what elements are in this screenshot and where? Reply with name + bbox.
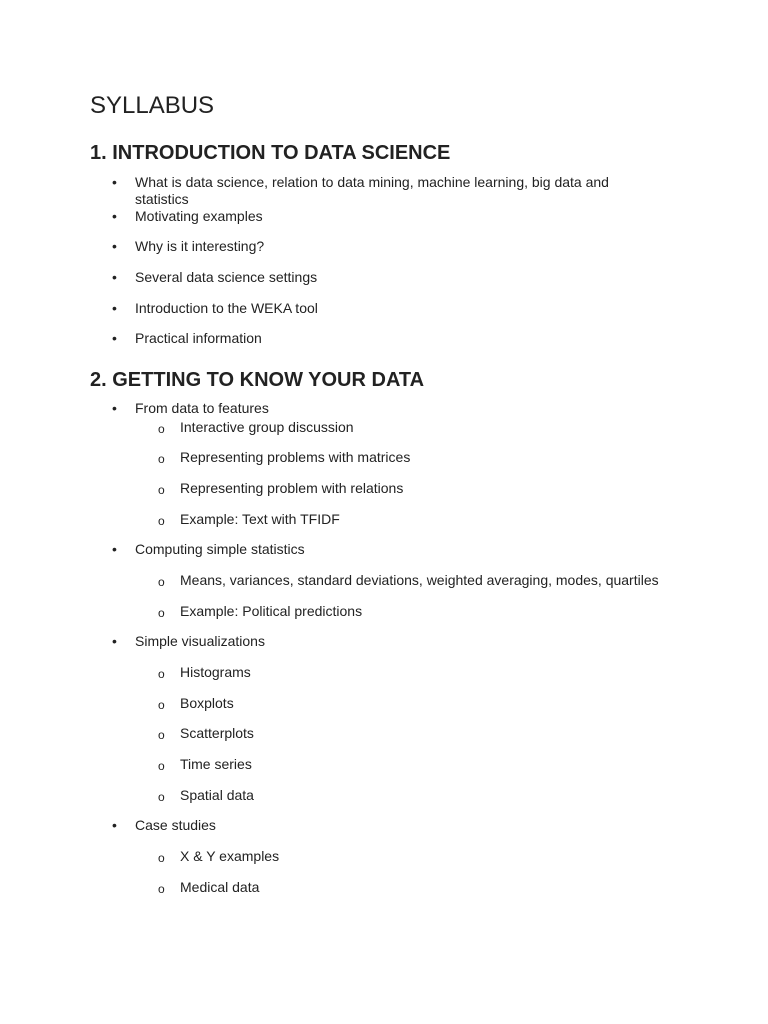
sub-bullet-icon [158, 666, 165, 683]
sub-bullet-icon [158, 574, 165, 591]
sub-list-item: X & Y examples [180, 848, 280, 864]
sub-list-item: Interactive group discussion [180, 419, 354, 435]
list-item: From data to features [135, 400, 269, 416]
sub-bullet-icon [158, 881, 165, 898]
sub-list-item: Scatterplots [180, 725, 254, 741]
list-item: Introduction to the WEKA tool [135, 300, 318, 316]
section-heading: 2. GETTING TO KNOW YOUR DATA [90, 369, 425, 391]
bullet-icon [112, 541, 117, 558]
page-title: SYLLABUS [90, 92, 215, 119]
sub-list-item: Example: Text with TFIDF [180, 511, 340, 527]
bullet-icon [112, 817, 117, 834]
sub-bullet-icon [158, 513, 165, 530]
sub-bullet-icon [158, 758, 165, 775]
sub-bullet-icon [158, 605, 165, 622]
list-item: Practical information [135, 330, 262, 346]
bullet-icon [112, 238, 117, 255]
list-item: Simple visualizations [135, 633, 265, 649]
sub-bullet-icon [158, 482, 165, 499]
sub-list-item: Histograms [180, 664, 251, 680]
sub-bullet-icon [158, 697, 165, 714]
list-item: Several data science settings [135, 269, 318, 285]
bullet-icon [112, 400, 117, 417]
sub-list-item: Spatial data [180, 787, 254, 803]
bullet-icon [112, 269, 117, 286]
sub-bullet-icon [158, 451, 165, 468]
bullet-icon [112, 300, 117, 317]
sub-bullet-icon [158, 727, 165, 744]
sub-bullet-icon [158, 850, 165, 867]
bullet-icon [112, 633, 117, 650]
sub-list-item: Representing problems with matrices [180, 449, 411, 465]
list-item: Computing simple statistics [135, 541, 305, 557]
sub-list-item: Means, variances, standard deviations, weighted averaging, modes, quartiles [180, 572, 659, 588]
sub-bullet-icon [158, 421, 165, 438]
bullet-icon [112, 174, 117, 191]
section-heading: 1. INTRODUCTION TO DATA SCIENCE [90, 142, 451, 164]
sub-list-item: Example: Political predictions [180, 603, 363, 619]
bullet-icon [112, 330, 117, 347]
sub-list-item: Representing problem with relations [180, 480, 404, 496]
list-item: Why is it interesting? [135, 238, 265, 254]
sub-list-item: Medical data [180, 879, 260, 895]
list-item: Motivating examples [135, 208, 263, 224]
list-item: What is data science, relation to data mining, machine learning, big data and statistics [135, 174, 609, 207]
sub-list-item: Boxplots [180, 695, 234, 711]
sub-list-item: Time series [180, 756, 252, 772]
list-item: Case studies [135, 817, 216, 833]
sub-bullet-icon [158, 789, 165, 806]
bullet-icon [112, 208, 117, 225]
